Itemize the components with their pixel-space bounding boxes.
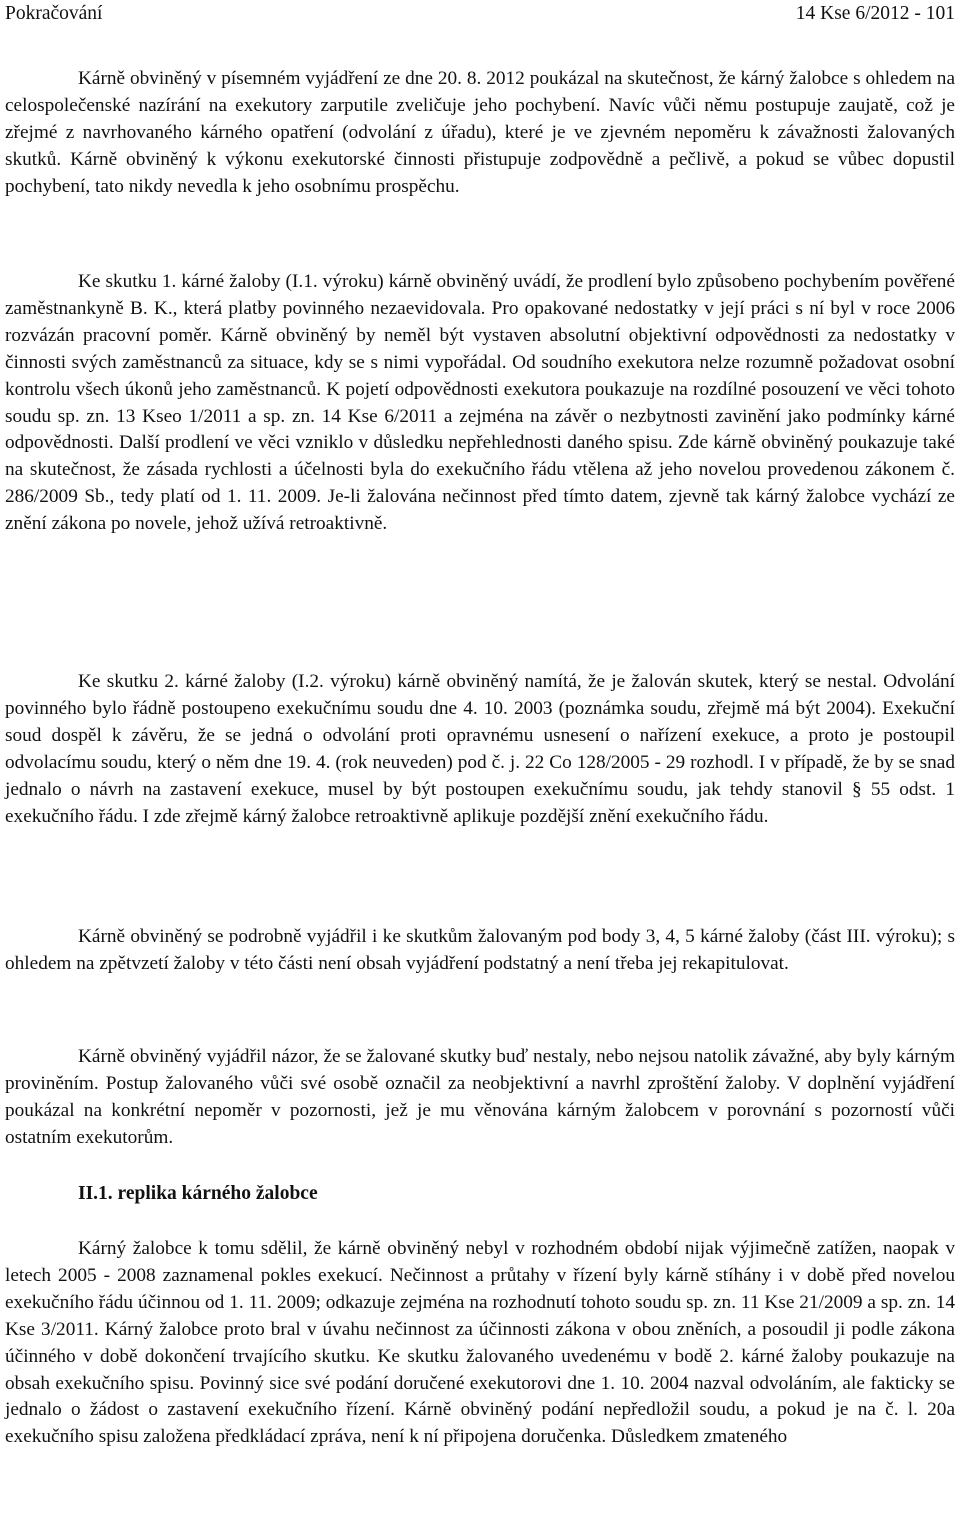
paragraph-acts-3-4-5: Kárně obviněný se podrobně vyjádřil i ke skutkům žalovaným pod body 3, 4, 5 kárné žaloby (část III. výroku); s ohledem na zpětvzetí žaloby v této části není obsah vyjádření podstatný a není třeba jej rekapitulovat. <box>5 926 955 974</box>
paragraph-opinion: Kárně obviněný vyjádřil názor, že se žalované skutky buď nestaly, nebo nejsou natolik závažné, aby byly kárným proviněním. Postup žalovaného vůči své osobě označil za neobjektivní a navrhl zproštění žaloby. V doplnění vyjádření poukázal na konkrétní nepoměr v pozornosti, jež je mu věnována kárným žalobcem v porovnání s pozorností vůči ostatním exekutorům. <box>5 1046 955 1148</box>
document-page <box>5 0 955 1448</box>
section-heading: II.1. replika kárného žalobce <box>78 1183 318 1204</box>
paragraph-written-statement: Kárně obviněný v písemném vyjádření ze dne 20. 8. 2012 poukázal na skutečnost, že kárný žalobce s ohledem na celospolečenské nazírání na exekutory zarputile zveličuje jeho pochybení. Navíc vůči němu postupuje zaujatě, což je zřejmé z navrhovaného kárného opatření (odvolání z úřadu), které je ve zjevném nepoměru k závažnosti žalovaných skutků. Kárně obviněný k výkonu exekutorské činnosti přistupuje zodpovědně a pečlivě, a pokud se vůbec dopustil pochybení, tato nikdy nevedla k jeho osobnímu prospěchu. <box>5 68 955 197</box>
paragraph-act-2: Ke skutku 2. kárné žaloby (I.2. výroku) kárně obviněný namítá, že je žalován skutek, který se nestal. Odvolání povinného bylo řádně postoupeno exekučnímu soudu dne 4. 10. 2003 (poznámka soudu, zřejmě má být 2004). Exekuční soud dospěl k závěru, že se jedná o odvolání proti opravnému usnesení o nařízení exekuce, a proto je postoupil odvolacímu soudu, který o něm dne 19. 4. (rok neuveden) pod č. j. 22 Co 128/2005 - 29 rozhodl. I v případě, že by se snad jednalo o návrh na zastavení exekuce, musel by být postoupen exekučnímu soudu, jak tehdy stanovil § 55 odst. 1 exekučního řádu. I zde zřejmě kárný žalobce retroaktivně aplikuje pozdější znění exekučního řádu. <box>5 671 955 827</box>
paragraph-reply: Kárný žalobce k tomu sdělil, že kárně obviněný nebyl v rozhodném období nijak výjimečně zatížen, naopak v letech 2005 - 2008 zaznamenal pokles exekucí. Nečinnost a průtahy v řízení byly kárně stíhány i v době před novelou exekučního řádu účinnou od 1. 11. 2009; odkazuje zejména na rozhodnutí tohoto soudu sp. zn. 11 Kse 21/2009 a sp. zn. 14 Kse 3/2011. Kárný žalobce proto bral v úvahu nečinnost za účinnosti zákona v obou zněních, a posoudil ji podle zákona účinného v době dokončení trvajícího skutku. Ke skutku žalovaného uvedenému v bodě 2. kárné žaloby poukazuje na obsah exekučního spisu. Povinný sice své podání doručené exekutorovi dne 1. 10. 2004 nazval odvoláním, ale fakticky se jednalo o žádost o zastavení exekučního řízení. Kárně obviněný podání nepředložil soudu, a pokud je na č. l. 20a exekučního spisu založena předkládací zpráva, není k ní připojena doručenka. Důsledkem zmateného <box>5 1238 955 1448</box>
header-case-number: 14 Kse 6/2012 - 101 <box>795 3 955 24</box>
page-header <box>5 0 955 28</box>
paragraph-act-1: Ke skutku 1. kárné žaloby (I.1. výroku) kárně obviněný uvádí, že prodlení bylo způsobeno pochybením pověřené zaměstnankyně B. K., která platby povinného nezaevidovala. Pro opakované nedostatky v její práci s ní byl v roce 2006 rozvázán pracovní poměr. Kárně obviněný by neměl být vystaven absolutní objektivní odpovědnosti za nedostatky v činnosti svých zaměstnanců za situace, kdy se s nimi vypořádal. Od soudního exekutora nelze rozumně požadovat osobní kontrolu všech úkonů jeho zaměstnanců. K pojetí odpovědnosti exekutora poukazuje na rozdílné posouzení ve věci tohoto soudu sp. zn. 13 Kseo 1/2011 a sp. zn. 14 Kse 6/2011 a zejména na závěr o nezbytnosti zavinění jako podmínky kárné odpovědnosti. Další prodlení ve věci vzniklo v důsledku nepřehlednosti daného spisu. Zde kárně obviněný poukazuje také na skutečnost, že zásada rychlosti a účelnosti byla do exekučního řádu vtělena až jeho novelou provedenou zákonem č. 286/2009 Sb., tedy platí od 1. 11. 2009. Je-li žalována nečinnost před tímto datem, zjevně tak kárný žalobce vychází ze znění zákona po novele, jehož užívá retroaktivně. <box>5 271 955 535</box>
header-continuation-label: Pokračování <box>5 3 103 24</box>
